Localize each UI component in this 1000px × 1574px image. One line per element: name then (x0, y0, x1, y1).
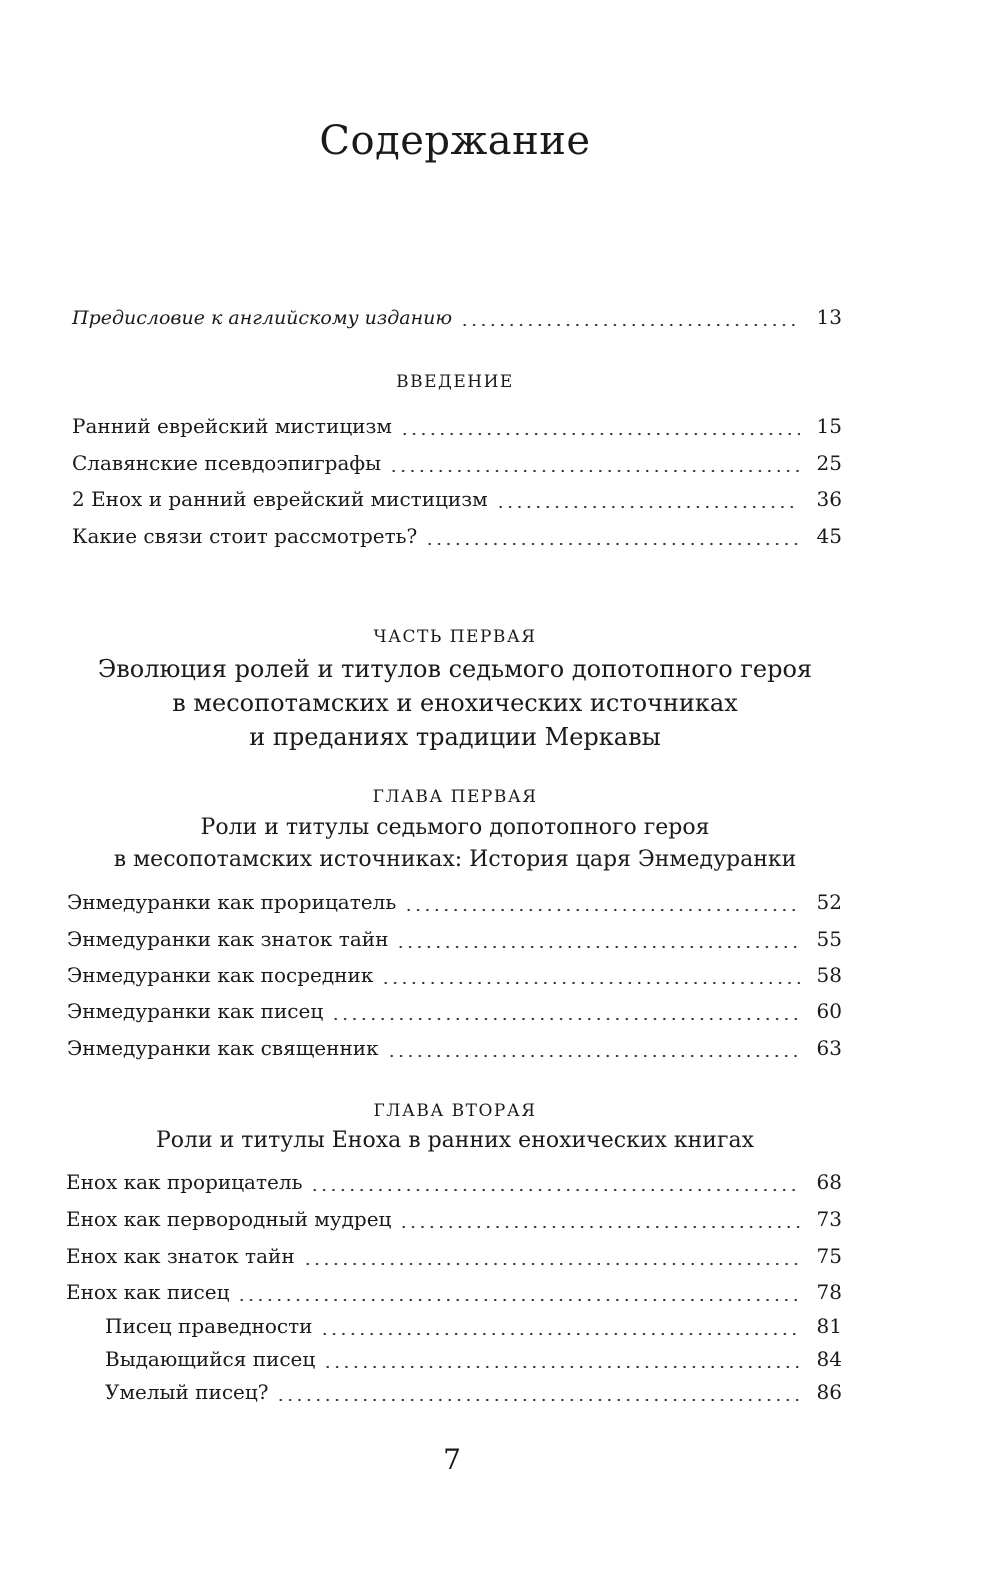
part-title-line: в месопотамских и енохических источниках (172, 689, 738, 717)
toc-subentry[interactable] (105, 1314, 842, 1344)
dot-leader (400, 432, 800, 436)
toc-entry-label: Умелый писец? (105, 1380, 269, 1404)
page-number: 7 (443, 1443, 461, 1476)
dot-leader (237, 1298, 800, 1302)
toc-entry[interactable] (72, 487, 842, 517)
toc-entry-page: 78 (816, 1280, 842, 1304)
toc-entry-label: Энмедуранки как писец (67, 999, 324, 1023)
dot-leader (396, 945, 800, 949)
toc-entry-page: 52 (816, 890, 842, 914)
chapter-label: ГЛАВА ПЕРВАЯ (372, 787, 538, 807)
dot-leader (331, 1017, 800, 1021)
toc-entry[interactable] (67, 1036, 842, 1066)
toc-entry[interactable] (67, 890, 842, 920)
toc-entry-label: Ранний еврейский мистицизм (72, 414, 392, 438)
toc-entry[interactable] (67, 999, 842, 1029)
chapter-title: Роли и титулы Еноха в ранних енохических книгах (155, 1128, 755, 1153)
toc-entry-page: 15 (816, 414, 842, 438)
toc-entry-page: 84 (816, 1347, 842, 1371)
part-title-line: и преданиях традиции Меркавы (249, 723, 661, 751)
dot-leader (496, 505, 800, 509)
dot-leader (320, 1332, 800, 1336)
toc-entry-page: 13 (816, 305, 842, 329)
toc-entry-label: Славянские псевдоэпиграфы (72, 451, 381, 475)
toc-entry-page: 25 (816, 451, 842, 475)
toc-entry-page: 75 (816, 1244, 842, 1268)
toc-entry[interactable] (72, 414, 842, 444)
chapter-title-line: Роли и титулы седьмого допотопного героя (200, 815, 710, 840)
dot-leader (276, 1398, 800, 1402)
toc-subentry[interactable] (105, 1380, 842, 1410)
dot-leader (303, 1262, 800, 1266)
dot-leader (404, 908, 800, 912)
part-title-line: Эволюция ролей и титулов седьмого допотопного героя (97, 655, 813, 683)
dot-leader (381, 981, 800, 985)
toc-entry-label: Енох как перворoдный мудрец (66, 1207, 392, 1231)
toc-entry-label: Енох как знаток тайн (66, 1244, 295, 1268)
toc-entry-page: 86 (816, 1380, 842, 1404)
toc-entry[interactable] (66, 1280, 842, 1310)
section-heading-introduction: ВВЕДЕНИЕ (396, 372, 514, 392)
dot-leader (323, 1365, 800, 1369)
toc-entry-page: 81 (816, 1314, 842, 1338)
toc-entry-preface[interactable] (72, 305, 842, 335)
chapter-label: ГЛАВА ВТОРАЯ (373, 1101, 537, 1121)
chapter-title-line: в месопотамских источниках: История царя Энмедуранки (113, 847, 797, 872)
toc-entry-label: Выдающийся писец (105, 1347, 316, 1371)
toc-entry[interactable] (66, 1244, 842, 1274)
toc-entry-page: 63 (816, 1036, 842, 1060)
dot-leader (399, 1225, 800, 1229)
dot-leader (310, 1188, 800, 1192)
page-title: Содержание (319, 118, 591, 164)
toc-entry[interactable] (66, 1170, 842, 1200)
toc-entry[interactable] (67, 927, 842, 957)
toc-entry-page: 36 (816, 487, 842, 511)
toc-entry-label: Какие связи стоит рассмотреть? (72, 524, 418, 548)
toc-entry-label: 2 Енох и ранний еврейский мистицизм (72, 487, 488, 511)
dot-leader (387, 1054, 800, 1058)
dot-leader (389, 469, 800, 473)
toc-subentry[interactable] (105, 1347, 842, 1377)
toc-entry-label: Энмедуранки как знаток тайн (67, 927, 389, 951)
toc-entry-label: Енох как прорицатель (66, 1170, 303, 1194)
toc-entry-page: 55 (816, 927, 842, 951)
toc-entry-page: 68 (816, 1170, 842, 1194)
toc-entry-page: 73 (816, 1207, 842, 1231)
toc-entry-label: Писец праведности (105, 1314, 313, 1338)
toc-entry[interactable] (67, 963, 842, 993)
toc-entry-page: 60 (816, 999, 842, 1023)
toc-entry-page: 45 (816, 524, 842, 548)
toc-entry-label: Предисловие к английскому изданию (72, 307, 453, 329)
toc-entry[interactable] (72, 524, 842, 554)
toc-entry-label: Энмедуранки как посредник (67, 963, 374, 987)
dot-leader (425, 542, 800, 546)
toc-entry-label: Энмедуранки как прорицатель (67, 890, 397, 914)
toc-entry-label: Энмедуранки как священник (67, 1036, 379, 1060)
part-label: ЧАСТЬ ПЕРВАЯ (373, 627, 537, 647)
dot-leader (460, 323, 800, 327)
toc-entry[interactable] (66, 1207, 842, 1237)
toc-entry-label: Енох как писец (66, 1280, 230, 1304)
toc-entry[interactable] (72, 451, 842, 481)
toc-entry-page: 58 (816, 963, 842, 987)
